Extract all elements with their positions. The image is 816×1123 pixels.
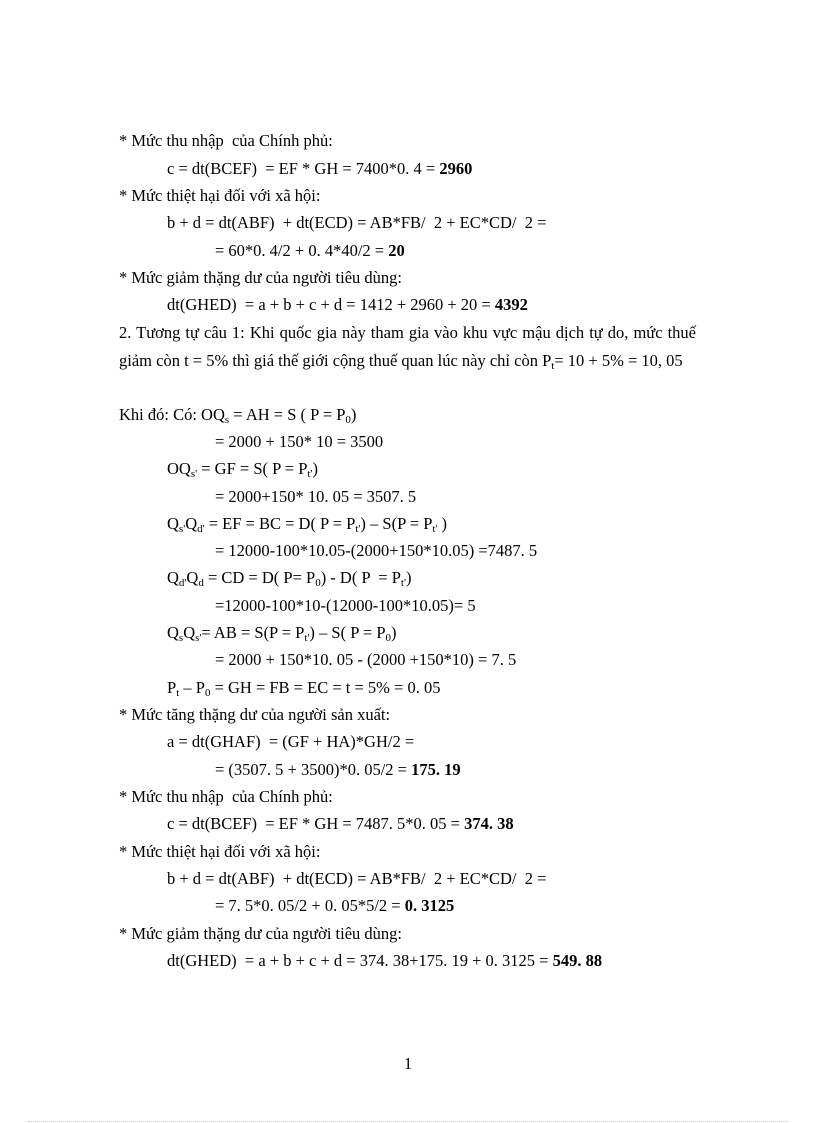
heading-gov-income: * Mức thu nhập của Chính phủ: — [119, 131, 333, 150]
page-bottom-divider — [28, 1121, 788, 1122]
page-number: 1 — [403, 1054, 413, 1073]
formula-social-loss: b + d = dt(ABF) + dt(ECD) = AB*FB/ 2 + EC*CD/ 2 = — [167, 213, 547, 232]
paragraph-question-2: 2. Tương tự câu 1: Khi quốc gia này tham gia vào khu vực mậu dịch tự do, mức thuế giảm còn t = 5% thì giá thế giới cộng thuế quan lúc này chỉ còn $P_t= 10 + 5\% = 10$, 05 — [119, 323, 696, 372]
formula-oqs-prime: $OQ_{s'}$ = GF = S( $P = P_{t'}$) — [167, 459, 318, 480]
formula-qsqd-result: = 12000-100*10.05-(2000+150*10.05) =7487. 5 — [215, 541, 538, 560]
formula-qdqd-result: =12000-100*10-(12000-100*10.05)= 5 — [215, 596, 476, 615]
formula-qdqd: $Q_{d'}Q_d$ = CD = D( $P= P_0) - D$( $P = P_{t'}$) — [167, 568, 412, 589]
formula-producer-surplus: a = dt(GHAF) = (GF + HA)*GH/2 = — [167, 732, 415, 751]
heading-producer-surplus: * Mức tăng thặng dư của người sản xuất: — [119, 705, 391, 724]
heading-consumer-surplus-2: * Mức giảm thặng dư của người tiêu dùng: — [119, 924, 403, 943]
heading-social-loss: * Mức thiệt hại đối với xã hội: — [119, 186, 321, 205]
formula-oqs: Khi đó: Có: $OQ_s$ = AH = S ( $P = P_0$) — [119, 405, 357, 426]
formula-qsqs-result: = 2000 + 150*10. 05 - (2000 +150*10) = 7. 5 — [215, 650, 517, 669]
heading-consumer-surplus: * Mức giảm thặng dư của người tiêu dùng: — [119, 268, 403, 287]
formula-oqs-prime-result: = 2000+150* 10. 05 = 3507. 5 — [215, 487, 417, 506]
heading-gov-income-2: * Mức thu nhập của Chính phủ: — [119, 787, 333, 806]
formula-social-loss-2-result: = 7. 5*0. 05/2 + 0. 05*5/2 = 0. 3125 — [215, 896, 455, 915]
formula-producer-surplus-result: = (3507. 5 + 3500)*0. 05/2 = 175. 19 — [215, 760, 461, 779]
formula-gov-income-2: c = dt(BCEF) = EF * GH = 7487. 5*0. 05 = 374. 38 — [167, 814, 514, 833]
formula-social-loss-2: b + d = dt(ABF) + dt(ECD) = AB*FB/ 2 + EC*CD/ 2 = — [167, 869, 547, 888]
formula-gov-income: c = dt(BCEF) = EF * GH = 7400*0. 4 = 2960 — [167, 159, 473, 178]
formula-social-loss-result: = 60*0. 4/2 + 0. 4*40/2 = 20 — [215, 241, 405, 260]
formula-qsqd: $Q_{s'}Q_{d'}$ = EF = BC = D( $P = P_{t'}) - S(P = P_{t'}$ ) — [167, 514, 448, 535]
formula-oqs-result: = 2000 + 150* 10 = 3500 — [215, 432, 384, 451]
formula-consumer-surplus: dt(GHED) = a + b + c + d = 1412 + 2960 + 20 = 4392 — [167, 295, 528, 314]
formula-qsqs: $Q_sQ_{s'}=$ AB = $S(P = P_{t'}) - S$( $P = P_0$) — [167, 623, 397, 644]
heading-social-loss-2: * Mức thiệt hại đối với xã hội: — [119, 842, 321, 861]
formula-consumer-surplus-2: dt(GHED) = a + b + c + d = 374. 38+175. 19 + 0. 3125 = 549. 88 — [167, 951, 603, 970]
formula-price-diff: $P_t - P_0$ = GH = FB = EC = t = 5% = 0. 05 — [167, 678, 441, 699]
